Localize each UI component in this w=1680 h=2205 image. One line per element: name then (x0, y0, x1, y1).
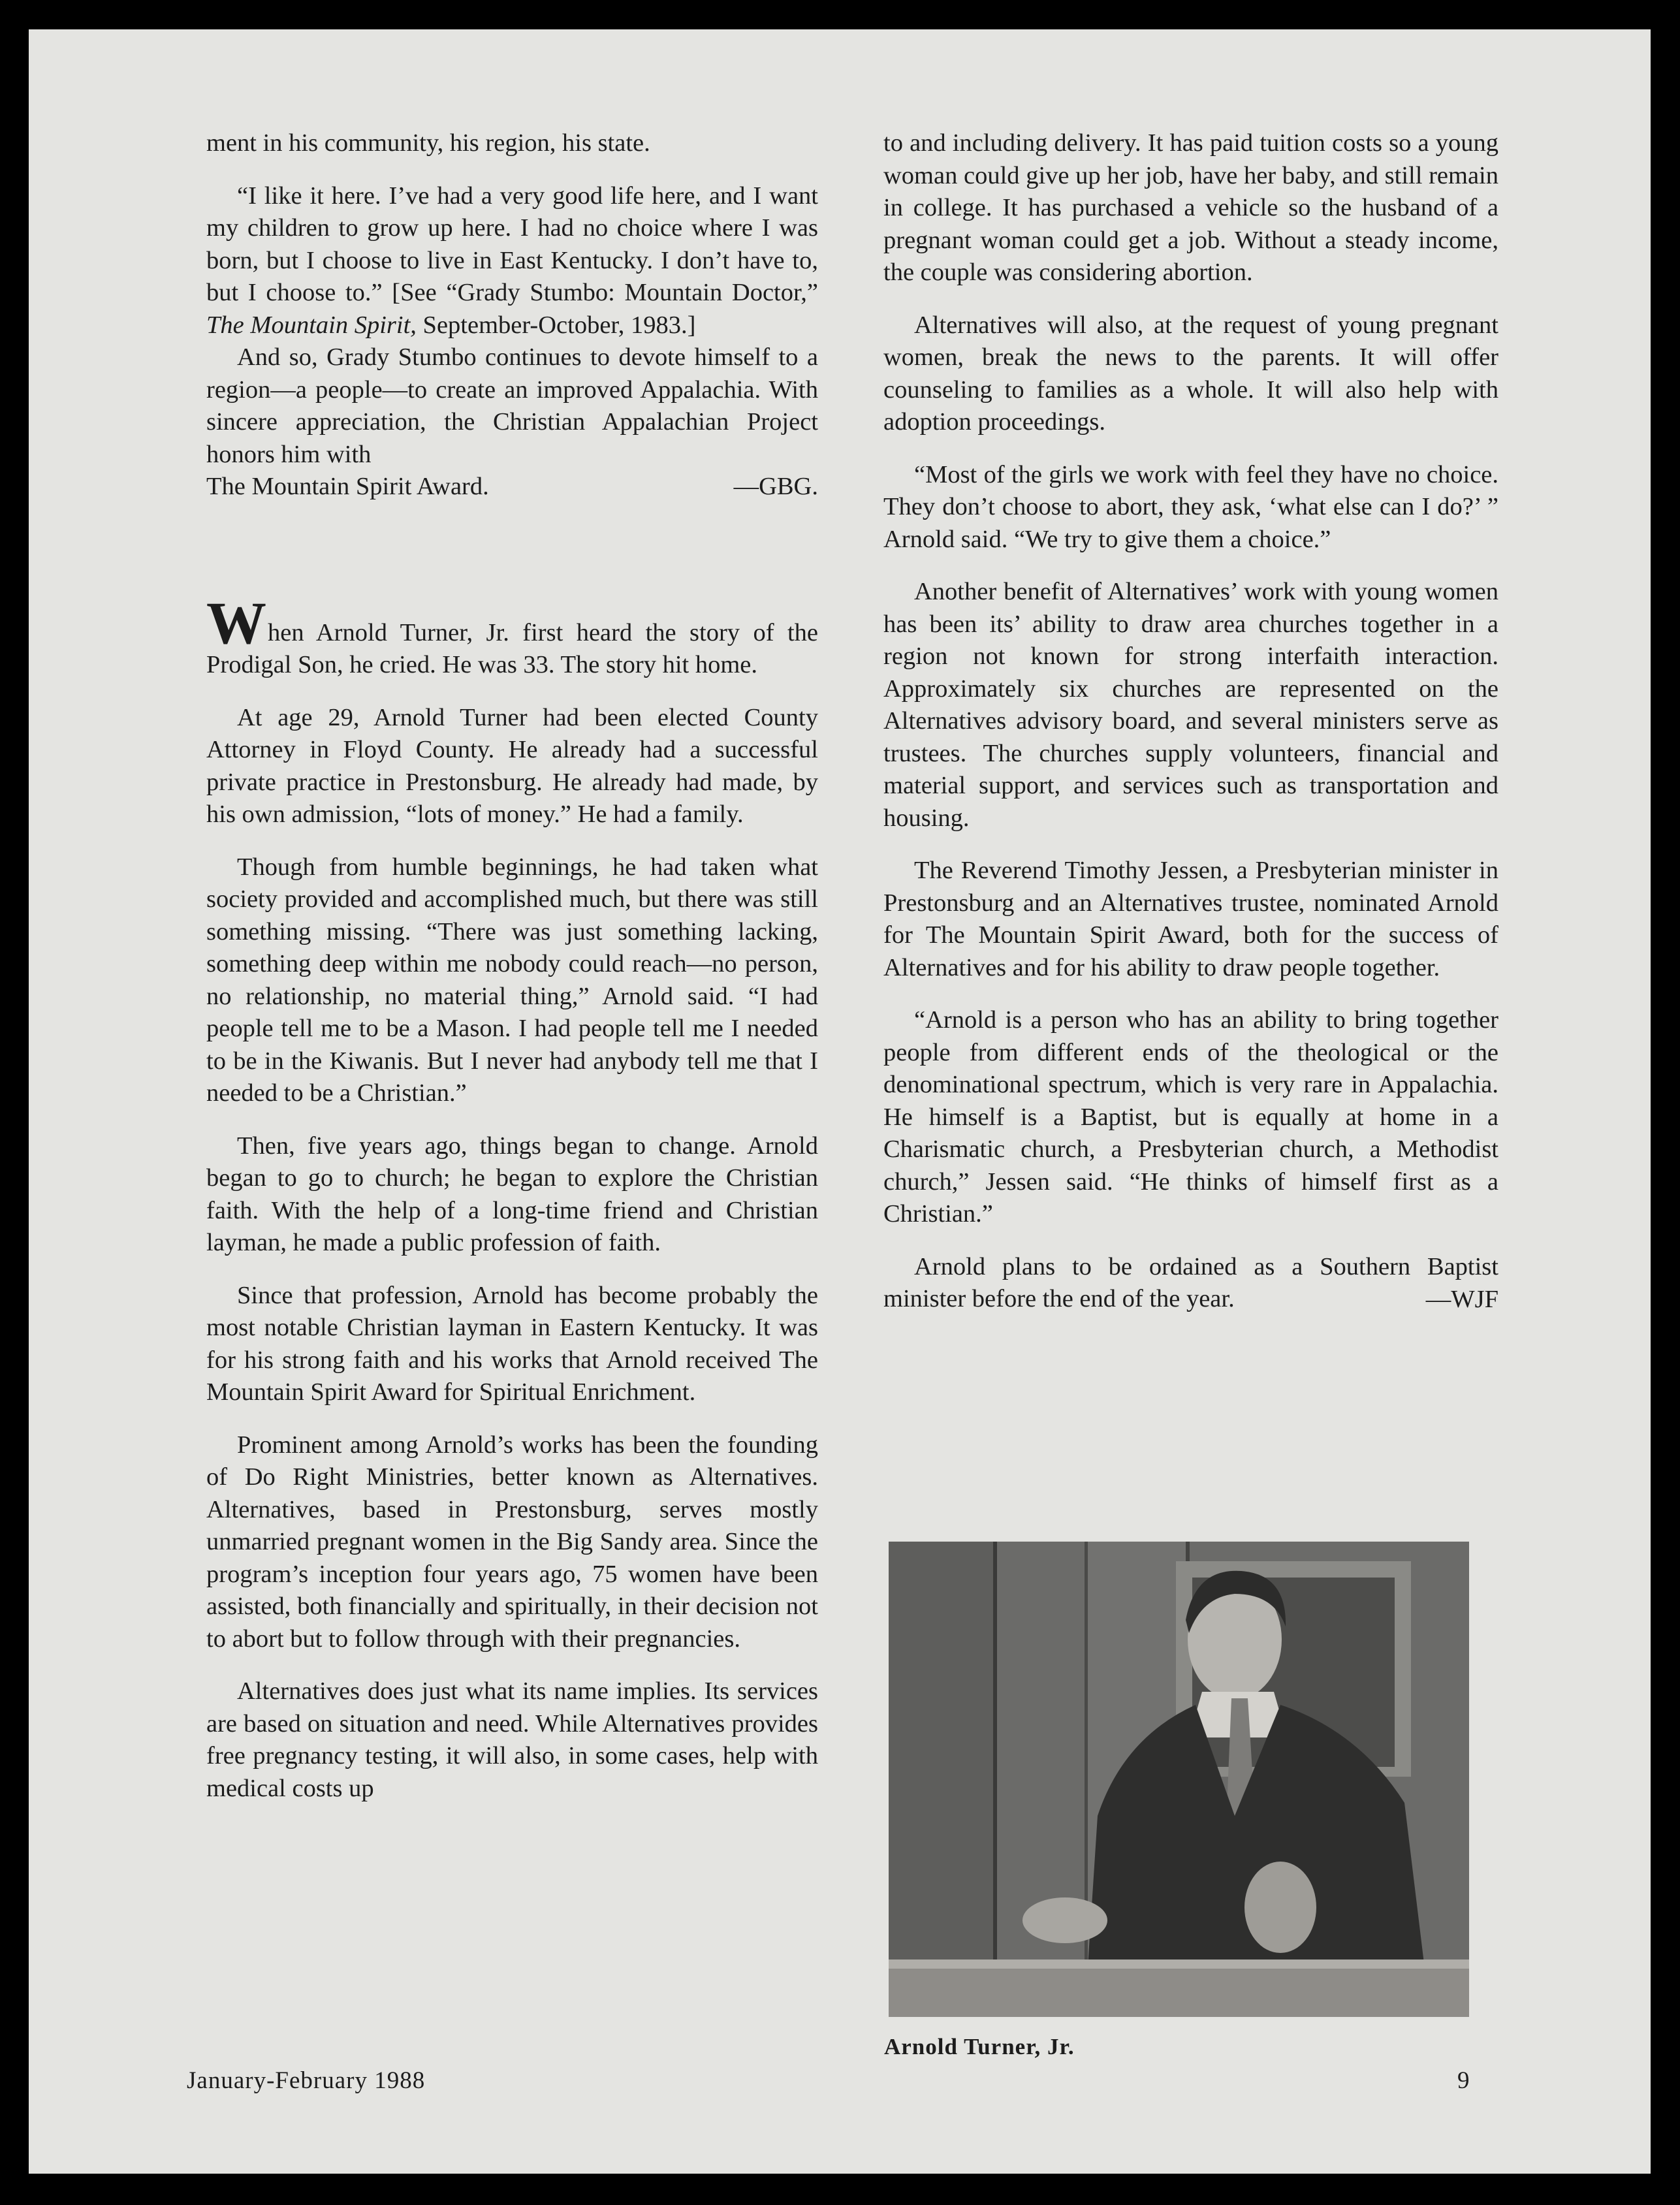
photo-caption: Arnold Turner, Jr. (884, 2034, 1075, 2059)
paragraph: Though from humble beginnings, he had taken what society provided and accomplished much, but there was still something missing. “There was just something lacking, something deep within me nobody could reach—no person, no relationship, no material thing,” Arnold said. “I had people tell me to be a Mason. I had people tell me I needed to be in the Kiwanis. But I never had anybody tell me that I needed to be a Christian.” (206, 853, 818, 1107)
paragraph: At age 29, Arnold Turner had been elected County Attorney in Floyd County. He already had a successful private practice in Prestonsburg. He already had made, by his own admission, “lots of money.” He had a family. (206, 703, 818, 828)
paragraph: “Most of the girls we work with feel they have no choice. They don’t choose to abort, they ask, ‘what else can I do?’ ” Arnold said. “We try to give them a choice.” (883, 460, 1498, 553)
paragraph-text: September-October, 1983.] (416, 311, 696, 339)
paragraph: The Reverend Timothy Jessen, a Presbyterian minister in Prestonsburg and an Alternatives trustee, nominated Arnold for The Mountain Spirit Award, both for the success of Alternatives and for his ability to draw people together. (883, 857, 1498, 981)
publication-title: The Mountain Spirit, (206, 311, 417, 339)
paragraph-text: The Mountain Spirit Award. (206, 473, 489, 500)
paragraph-text: And so, Grady Stumbo continues to devote himself to a region—a people—to create an improved Appalachia. With sincere appreciation, the Christian Appalachian Project honors him with (206, 343, 818, 468)
magazine-page (29, 29, 1651, 2174)
paragraph: Alternatives will also, at the request of young pregnant women, break the news to the parents. It will offer counseling to families as a whole. It will also help with adoption proceedings. (883, 311, 1498, 436)
paragraph: to and including delivery. It has paid tuition costs so a young woman could give up her job, have her baby, and still remain in college. It has purchased a vehicle so the husband of a pregnant woman could get a job. Without a steady income, the couple was considering abortion. (883, 129, 1498, 286)
paragraph: Since that profession, Arnold has become probably the most notable Christian layman in Eastern Kentucky. It was for his strong faith and his works that Arnold received The Mountain Spirit Award for Spiritual Enrichment. (206, 1281, 818, 1406)
paragraph: Then, five years ago, things began to change. Arnold began to go to church; he began to explore the Christian faith. With the help of a long-time friend and Christian layman, he made a public profession of faith. (206, 1132, 818, 1256)
author-initials: —WJF (1425, 1285, 1498, 1313)
photo-arnold-turner (889, 1542, 1469, 2017)
paragraph: ment in his community, his region, his state. (206, 129, 650, 157)
drop-cap: W (206, 589, 266, 656)
paragraph (206, 589, 818, 682)
paragraph (206, 341, 818, 471)
paragraph-text: “I like it here. I’ve had a very good life here, and I want my children to grow up here. I had no choice where I was born, but I choose to live in East Kentucky. I don’t have to, but I choose to.” [See “Grady Stumbo: Mountain Doctor,” (206, 182, 818, 306)
page-number: 9 (1457, 2067, 1470, 2094)
paragraph: Another benefit of Alternatives’ work with young women has been its’ ability to draw area churches together in a region not known for strong interfaith interaction. Approximately six churches are represented on the Alternatives advisory board, and several ministers serve as trustees. The churches supply volunteers, financial and material support, and services such as transportation and housing. (883, 578, 1498, 832)
paragraph (206, 180, 818, 342)
portrait-illustration (889, 1542, 1469, 2017)
right-column (883, 127, 1498, 1336)
left-column (206, 127, 818, 1825)
paragraph: Arnold plans to be ordained as a Southern Baptist minister before the end of the year. (883, 1252, 1498, 1312)
section-break (206, 524, 818, 603)
signature-line (206, 471, 818, 503)
issue-date: January-February 1988 (187, 2067, 426, 2094)
paragraph-text: hen Arnold Turner, Jr. first heard the story of the Prodigal Son, he cried. He was 33. The story hit home. (206, 618, 818, 678)
paragraph: Prominent among Arnold’s works has been the founding of Do Right Ministries, better known as Alternatives. Alternatives, based in Prestonsburg, serves mostly unmarried pregnant women in the Big Sandy area. Since the program’s inception four years ago, 75 women have been assisted, both financially and spiritually, in their decision not to abort but to follow through with their pregnancies. (206, 1431, 818, 1653)
paragraph: “Arnold is a person who has an ability to bring together people from different ends of the theological or the denominational spectrum, which is very rare in Appalachia. He himself is a Baptist, but is equally at home in a Charismatic church, a Presbyterian church, a Methodist church,” Jessen said. “He thinks of himself first as a Christian.” (883, 1006, 1498, 1228)
author-initials: —GBG. (733, 473, 818, 500)
paragraph: Alternatives does just what its name implies. Its services are based on situation and need. While Alternatives provides free pregnancy testing, it will also, in some cases, help with medical costs up (206, 1677, 818, 1802)
